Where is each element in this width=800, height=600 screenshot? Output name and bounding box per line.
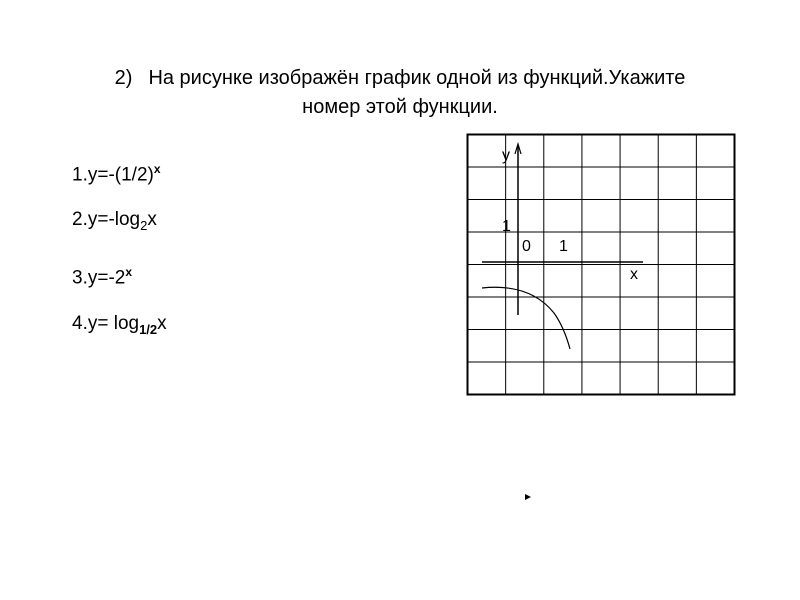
x-axis-label: x: [630, 266, 638, 283]
y-tick-label: 1: [502, 218, 511, 235]
option-4: $4.y= \log_{1/2}x$: [72, 313, 167, 337]
question-line-2: номер этой функции.: [302, 96, 498, 118]
option-3: $3.y=-2^x$: [72, 265, 133, 289]
function-graph: [466, 133, 736, 396]
option-1: $1.y=-(1/2)^x$: [72, 162, 161, 186]
question-line-1: [40, 64, 760, 93]
option-2: $2.y=-\log_2x$: [72, 209, 157, 233]
y-axis-label: y: [502, 147, 510, 164]
origin-label: 0: [522, 238, 531, 255]
question-text: [40, 64, 760, 122]
question-number: 2): [114, 67, 133, 89]
question-line-1-text: На рисунке изображён график одной из функций.Укажите: [148, 67, 686, 89]
slide-marker-icon: [525, 494, 531, 500]
x-tick-label: 1: [559, 238, 568, 255]
